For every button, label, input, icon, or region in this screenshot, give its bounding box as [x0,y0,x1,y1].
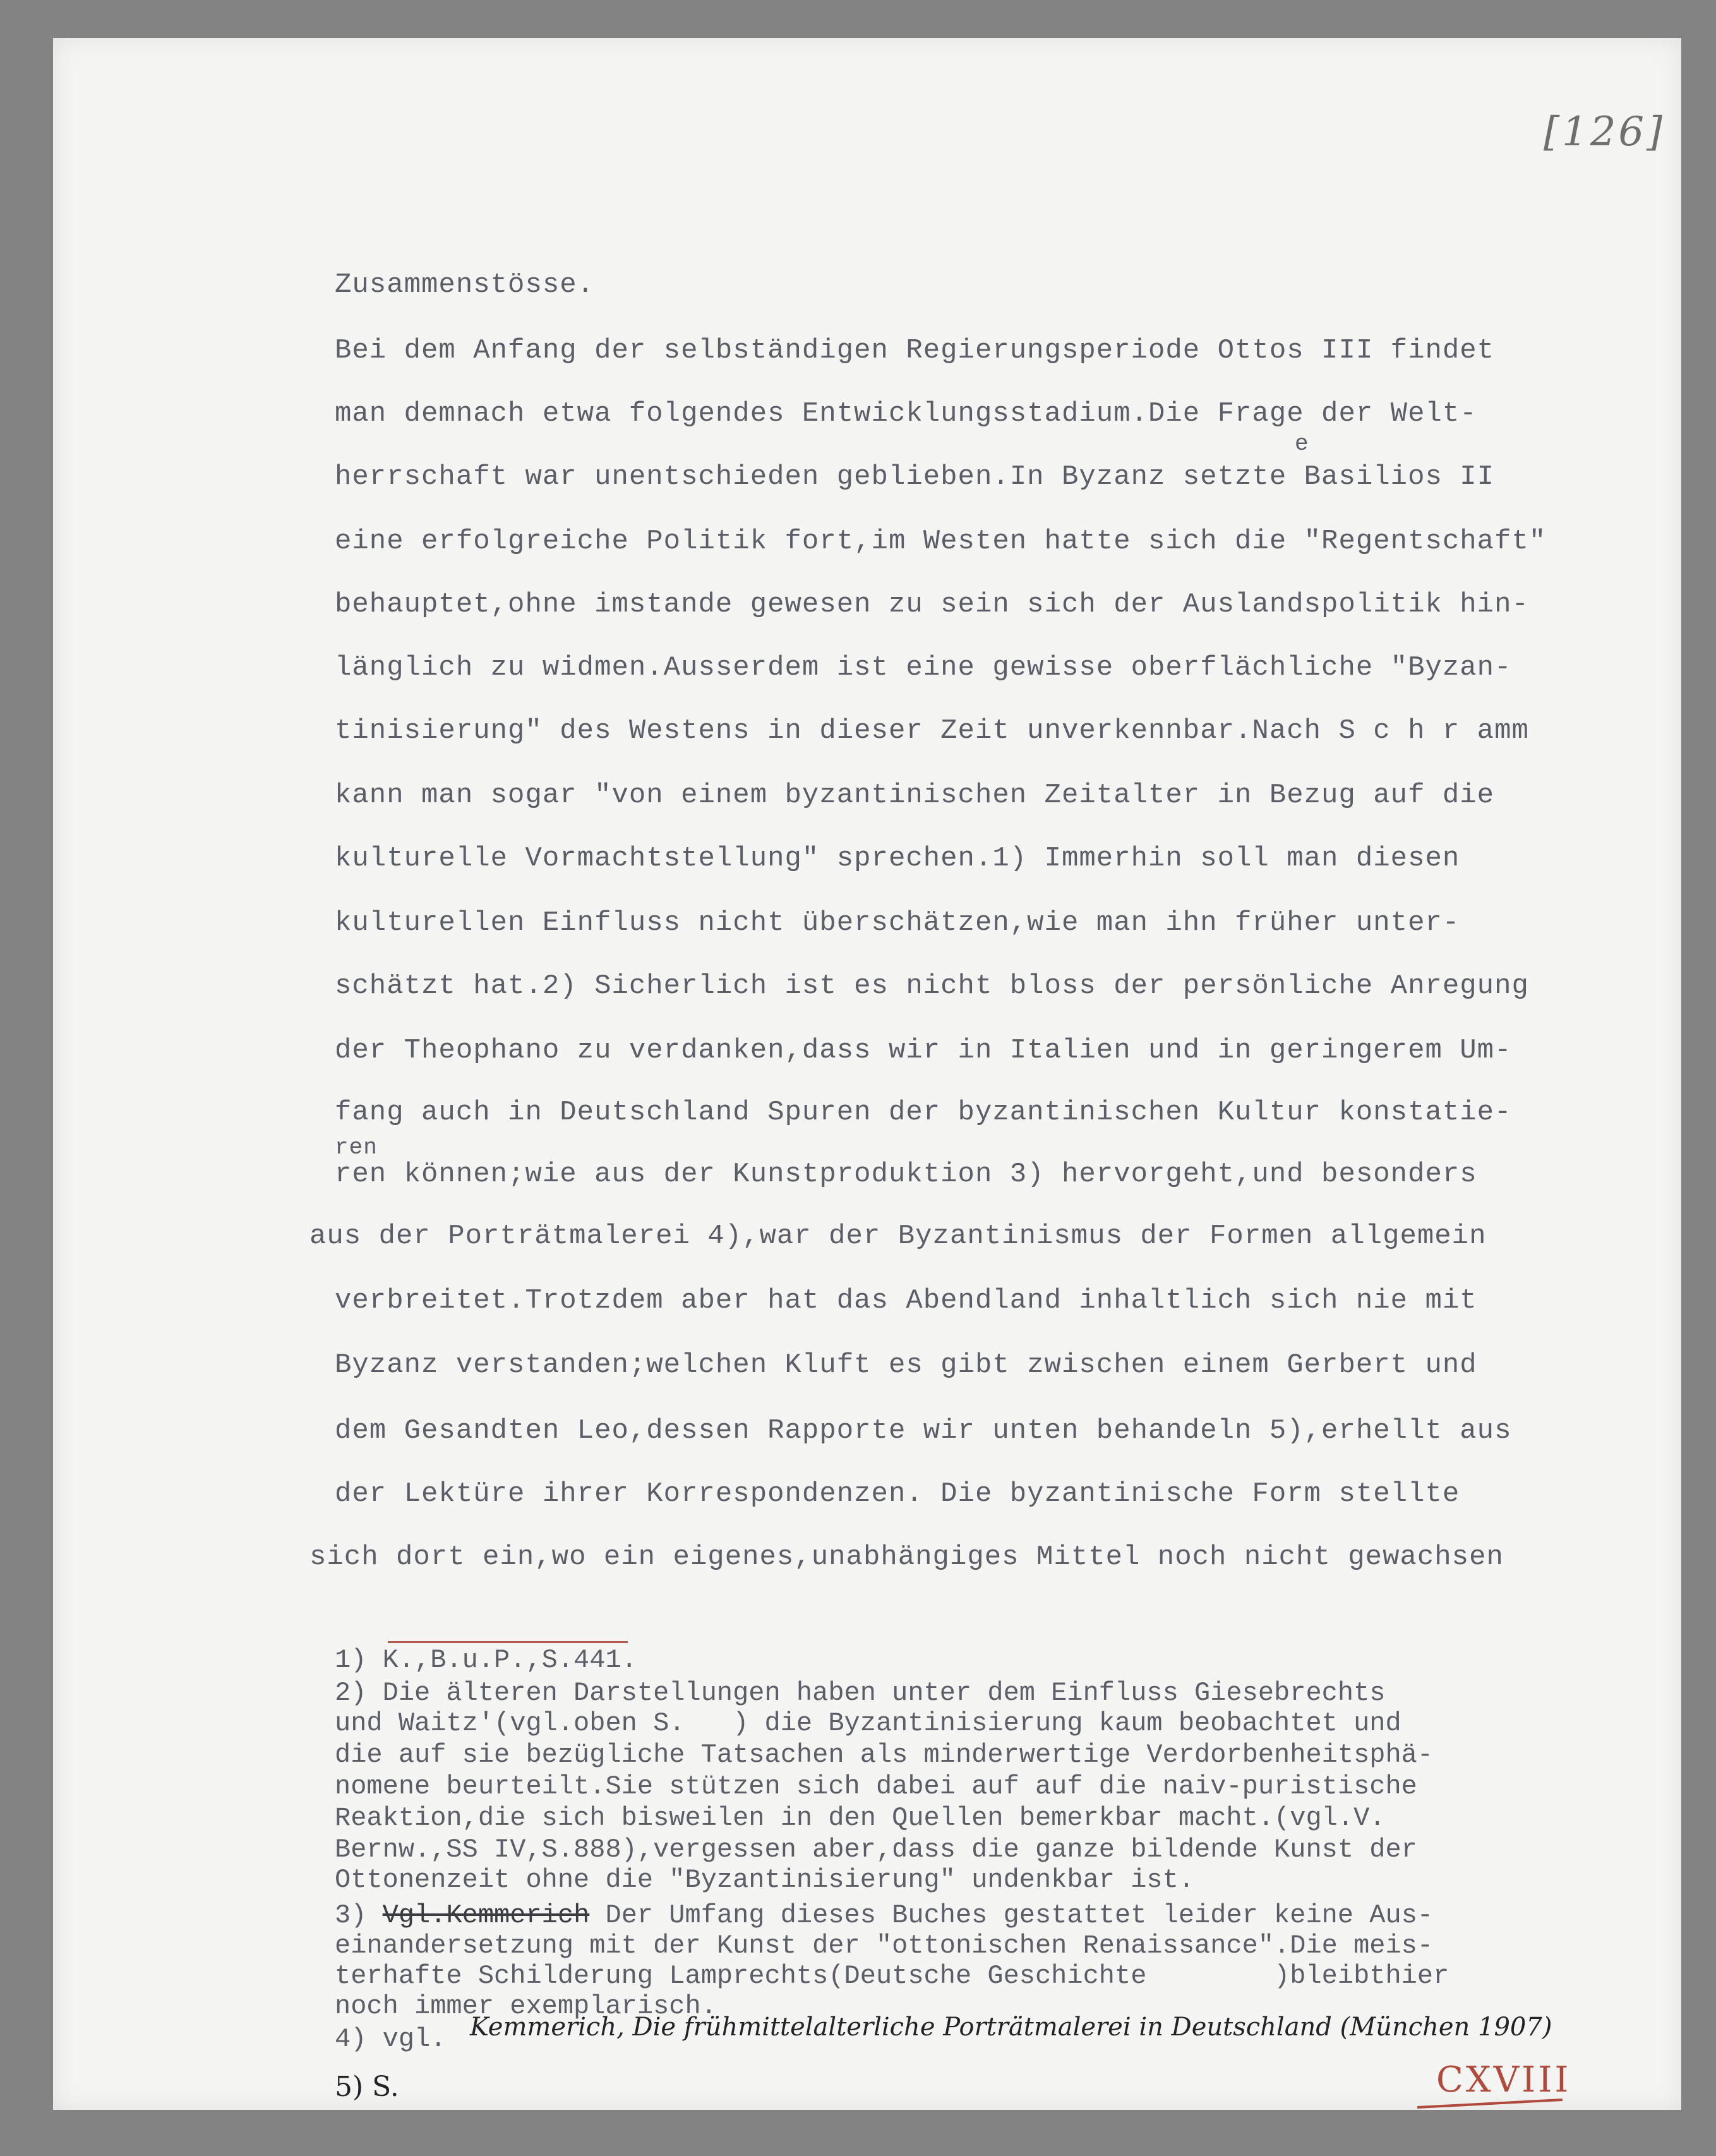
text-line: schätzt hat.2) Sicherlich ist es nicht bloss der persönliche Anregung [335,970,1529,1002]
footnote-line: Reaktion,die sich bisweilen in den Quellen bemerkbar macht.(vgl.V. [335,1803,1386,1833]
footnote-separator [388,1641,628,1643]
correction-mark: e [1295,431,1309,457]
footnote-3-text: Der Umfang dieses Buches gestattet leider keine Aus- [589,1900,1434,1930]
document-page [53,38,1681,2110]
footnote-3-prefix: 3) [335,1900,383,1930]
text-line: kann man sogar "von einem byzantinischen Zeitalter in Bezug auf die [335,780,1495,811]
text-line: länglich zu widmen.Ausserdem ist eine gewisse oberflächliche "Byzan- [335,652,1512,684]
text-line: herrschaft war unentschieden geblieben.In Byzanz setzte Basilios II [335,461,1495,493]
text-line: Bei dem Anfang der selbständigen Regierungsperiode Ottos III findet [335,335,1495,366]
text-line: der Theophano zu verdanken,dass wir in Italien und in geringerem Um- [335,1035,1512,1066]
text-line: eine erfolgreiche Politik fort,im Westen hatte sich die "Regentschaft" [335,526,1547,557]
text-line: dem Gesandten Leo,dessen Rapporte wir unten behandeln 5),erhellt aus [335,1415,1512,1447]
footnote-line: Ottonenzeit ohne die "Byzantinisierung" undenkbar ist. [335,1865,1195,1895]
text-line: fang auch in Deutschland Spuren der byzantinischen Kultur konstatie- [335,1097,1512,1128]
footnote-line: 2) Die älteren Darstellungen haben unter dem Einfluss Giesebrechts [335,1678,1386,1708]
text-line: sich dort ein,wo ein eigenes,unabhängiges Mittel noch nicht gewachsen [309,1541,1504,1573]
text-line: Byzanz verstanden;welchen Kluft es gibt zwischen einem Gerbert und [335,1349,1477,1381]
footnote-line: und Waitz'(vgl.oben S. ) die Byzantinisierung kaum beobachtet und [335,1708,1401,1738]
footnote-3 [335,1901,1433,1929]
footnote-line: 1) K.,B.u.P.,S.441. [335,1645,637,1675]
text-line: Zusammenstösse. [335,269,595,301]
text-line: man demnach etwa folgendes Entwicklungsstadium.Die Frage der Welt- [335,398,1477,430]
text-line: kulturellen Einfluss nicht überschätzen,wie man ihn früher unter- [335,907,1460,939]
footnote-line: die auf sie bezügliche Tatsachen als minderwertige Verdorbenheitsphä- [335,1740,1434,1770]
correction-mark: ren [335,1135,378,1160]
text-line: tinisierung" des Westens in dieser Zeit unverkennbar.Nach S c h r amm [335,715,1529,747]
footnote-line: Bernw.,SS IV,S.888),vergessen aber,dass die ganze bildende Kunst der [335,1834,1417,1865]
footnote-line: noch immer exemplarisch. [335,1991,717,2021]
handwritten-citation: Kemmerich, Die frühmittelalterliche Porträtmalerei in Deutschland (München 1907) [470,2013,1552,2042]
footnote-line: nomene beurteilt.Sie stützen sich dabei auf auf die naiv-puristische [335,1771,1417,1802]
footnote-4-typed: 4) vgl. [335,2024,462,2054]
text-line: kulturelle Vormachtstellung" sprechen.1) Immerhin soll man diesen [335,843,1460,874]
footnote-line: terhafte Schilderung Lamprechts(Deutsche Geschichte )bleibthier [335,1961,1449,1991]
text-line: behauptet,ohne imstande gewesen zu sein sich der Auslandspolitik hin- [335,589,1529,620]
text-line: verbreitet.Trotzdem aber hat das Abendland inhaltlich sich nie mit [335,1285,1477,1316]
text-line: der Lektüre ihrer Korrespondenzen. Die byzantinische Form stellte [335,1478,1460,1510]
struck-out-text: Vgl.Kemmerich [382,1900,590,1930]
text-line: ren können;wie aus der Kunstproduktion 3) hervorgeht,und besonders [335,1159,1477,1190]
page-number-mark: CXVIII [1436,2059,1571,2100]
archive-number: [126] [1544,109,1665,155]
text-line: aus der Porträtmalerei 4),war der Byzantinismus der Formen allgemein [309,1220,1487,1252]
footnote-5: 5) S. [335,2071,399,2103]
footnote-line: einandersetzung mit der Kunst der "ottonischen Renaissance".Die meis- [335,1930,1434,1961]
